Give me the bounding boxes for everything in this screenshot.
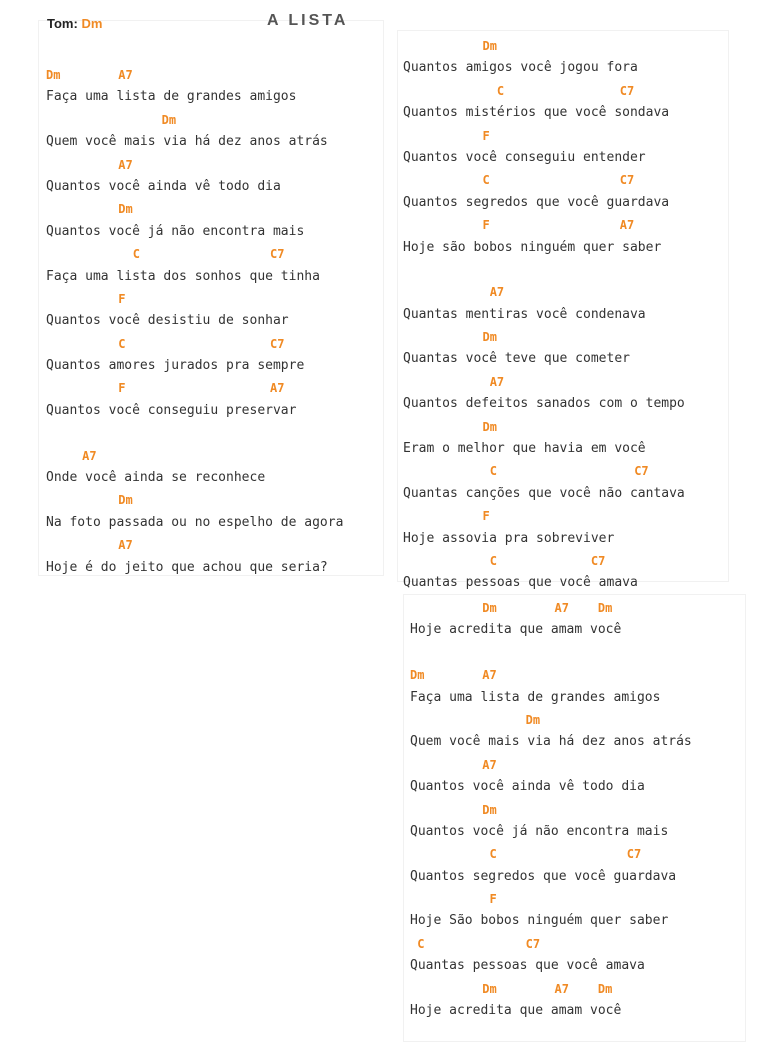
left-lyrics-block: [46, 64, 343, 579]
lyric-line: Faça uma lista de grandes amigos: [410, 689, 661, 705]
chord-line: C C7: [403, 173, 635, 188]
chord-line: Dm: [403, 419, 497, 434]
lyric-line: Quem você mais via há dez anos atrás: [410, 734, 692, 750]
chord-line: Dm: [46, 493, 133, 508]
lyric-line: Quantos você já não encontra mais: [46, 223, 305, 239]
chord-line: C C7: [403, 553, 606, 568]
lyric-line: Onde você ainda se reconhece: [46, 470, 266, 486]
key-value: Dm: [81, 16, 103, 31]
lyric-line: Quantas canções que você não cantava: [403, 485, 685, 501]
chord-line: C C7: [410, 847, 642, 862]
chord-line: A7: [410, 757, 497, 772]
lyric-line: Quantos segredos que você guardava: [410, 868, 677, 884]
lyric-line: Quantos você já não encontra mais: [410, 823, 669, 839]
chord-line: A7: [403, 285, 505, 300]
blank-line: [410, 642, 692, 664]
chord-line: A7: [46, 538, 133, 553]
bottom-lyrics-block: [410, 597, 692, 1022]
lyric-line: Quantos você ainda vê todo dia: [410, 779, 645, 795]
chord-line: Dm: [46, 112, 177, 127]
lyric-line: Hoje assovia pra sobreviver: [403, 530, 615, 546]
lyric-line: Quantos defeitos sanados com o tempo: [403, 396, 685, 412]
blank-line: [403, 259, 685, 281]
chord-line: F: [403, 128, 490, 143]
chord-line: F A7: [46, 381, 285, 396]
chord-line: C C7: [46, 336, 285, 351]
lyric-line: Eram o melhor que havia em você: [403, 441, 646, 457]
lyric-line: Na foto passada ou no espelho de agora: [46, 514, 344, 530]
chord-line: C C7: [403, 464, 649, 479]
chord-line: F: [410, 892, 497, 907]
lyric-line: Hoje São bobos ninguém quer saber: [410, 913, 669, 929]
lyric-line: Quantas pessoas que você amava: [410, 958, 645, 974]
chord-line: Dm: [410, 712, 541, 727]
lyric-line: Quantos amigos você jogou fora: [403, 60, 638, 76]
lyric-line: Hoje são bobos ninguém quer saber: [403, 239, 662, 255]
lyric-line: Quantos você conseguiu preservar: [46, 402, 297, 418]
key-indicator: [47, 16, 102, 31]
chord-line: C C7: [46, 247, 285, 262]
lyric-line: Quantos você ainda vê todo dia: [46, 178, 281, 194]
chord-line: A7: [403, 374, 505, 389]
chord-line: C C7: [410, 936, 541, 951]
chord-line: F A7: [403, 218, 635, 233]
key-label: Tom:: [47, 16, 78, 31]
blank-line: [46, 422, 343, 444]
lyric-line: Quantos amores jurados pra sempre: [46, 358, 305, 374]
lyric-line: Quantos você conseguiu entender: [403, 149, 646, 165]
chord-line: Dm: [46, 202, 133, 217]
right-lyrics-block: [403, 35, 685, 595]
lyric-line: Quantas você teve que cometer: [403, 351, 630, 367]
lyric-line: Faça uma lista dos sonhos que tinha: [46, 268, 320, 284]
chord-line: F: [46, 291, 126, 306]
chord-line: Dm A7 Dm: [410, 601, 613, 615]
chord-line: Dm A7: [46, 68, 133, 82]
lyric-line: Quantos segredos que você guardava: [403, 194, 670, 210]
chord-line: Dm: [403, 39, 497, 53]
lyric-line: Quantos você desistiu de sonhar: [46, 313, 289, 329]
lyric-line: Quantas mentiras você condenava: [403, 306, 646, 322]
song-title: A LISTA: [267, 12, 349, 29]
lyric-line: Quantos mistérios que você sondava: [403, 105, 670, 121]
lyric-line: Faça uma lista de grandes amigos: [46, 89, 297, 105]
chord-line: Dm A7: [410, 668, 497, 683]
lyric-line: Quem você mais via há dez anos atrás: [46, 134, 328, 150]
lyric-line: Quantas pessoas que você amava: [403, 575, 638, 591]
chord-line: A7: [46, 157, 133, 172]
chord-line: Dm A7 Dm: [410, 981, 613, 996]
lyric-line: Hoje acredita que amam você: [410, 1003, 622, 1019]
chord-line: F: [403, 509, 490, 524]
chord-line: C C7: [403, 83, 635, 98]
chord-line: Dm: [403, 330, 497, 345]
chord-line: Dm: [410, 802, 497, 817]
lyric-line: Hoje é do jeito que achou que seria?: [46, 559, 328, 575]
lyric-line: Hoje acredita que amam você: [410, 622, 622, 638]
chord-line: A7: [46, 448, 97, 463]
